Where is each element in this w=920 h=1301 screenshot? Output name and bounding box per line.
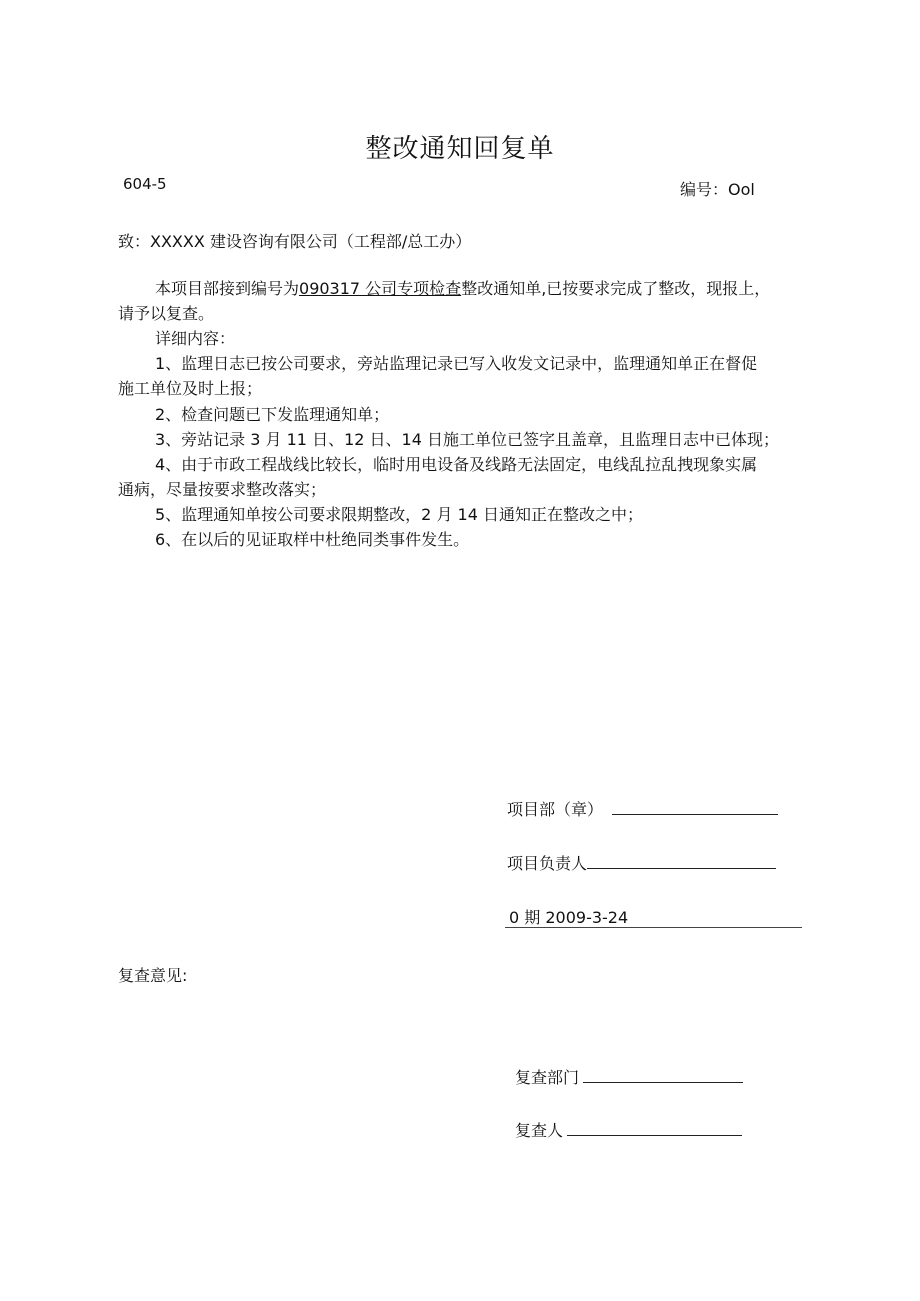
reviewer-label: 复查人 (515, 1121, 564, 1140)
project-lead-blank (587, 851, 776, 869)
detail-item-4-cont: 通病，尽量按要求整改落实； (118, 480, 327, 499)
project-dept-seal-field (507, 797, 778, 820)
review-dept-field (515, 1065, 743, 1088)
intro-line-2: 请予以复查。 (118, 304, 215, 323)
document-number: 编号：Ool (680, 180, 755, 199)
recipient-line: 致：XXXXX 建设咨询有限公司（工程部/总工办） (118, 232, 472, 251)
intro-text-pre: 本项目部接到编号为 (155, 279, 300, 298)
detail-item-1: 1、监理日志已按公司要求，旁站监理记录已写入收发文记录中，监理通知单正在督促 (155, 354, 758, 373)
review-dept-label: 复查部门 (515, 1068, 580, 1087)
detail-item-1-cont: 施工单位及时上报； (118, 379, 263, 398)
detail-item-3: 3、旁站记录 3 月 11 日、12 日、14 日施工单位已签字且盖章，且监理日志中已体现； (155, 430, 779, 449)
project-lead-label: 项目负责人 (507, 854, 588, 873)
review-opinion-label: 复查意见: (118, 966, 188, 985)
detail-item-4: 4、由于市政工程战线比较长，临时用电设备及线路无法固定，电线乱拉乱拽现象实属 (155, 455, 758, 474)
review-dept-blank (583, 1065, 743, 1083)
intro-line-1 (155, 276, 770, 299)
project-dept-label: 项目部（章） (507, 800, 604, 819)
project-dept-blank (612, 797, 778, 815)
details-heading: 详细内容： (155, 329, 236, 348)
date-rule (505, 927, 802, 928)
document-title: 整改通知回复单 (365, 134, 555, 164)
reviewer-blank (567, 1118, 742, 1136)
notice-reference: 090317 公司专项检查 (299, 279, 462, 298)
detail-item-6: 6、在以后的见证取样中杜绝同类事件发生。 (155, 530, 470, 549)
intro-text-post: 整改通知单,已按要求完成了整改，现报上， (461, 279, 771, 298)
reviewer-field (515, 1118, 742, 1141)
project-lead-field (507, 851, 776, 874)
detail-item-5: 5、监理通知单按公司要求限期整改，2 月 14 日通知正在整改之中； (155, 505, 643, 524)
detail-item-2: 2、检查问题已下发监理通知单； (155, 405, 390, 424)
form-code: 604-5 (123, 175, 167, 193)
signature-date: 0 期 2009-3-24 (509, 908, 629, 927)
